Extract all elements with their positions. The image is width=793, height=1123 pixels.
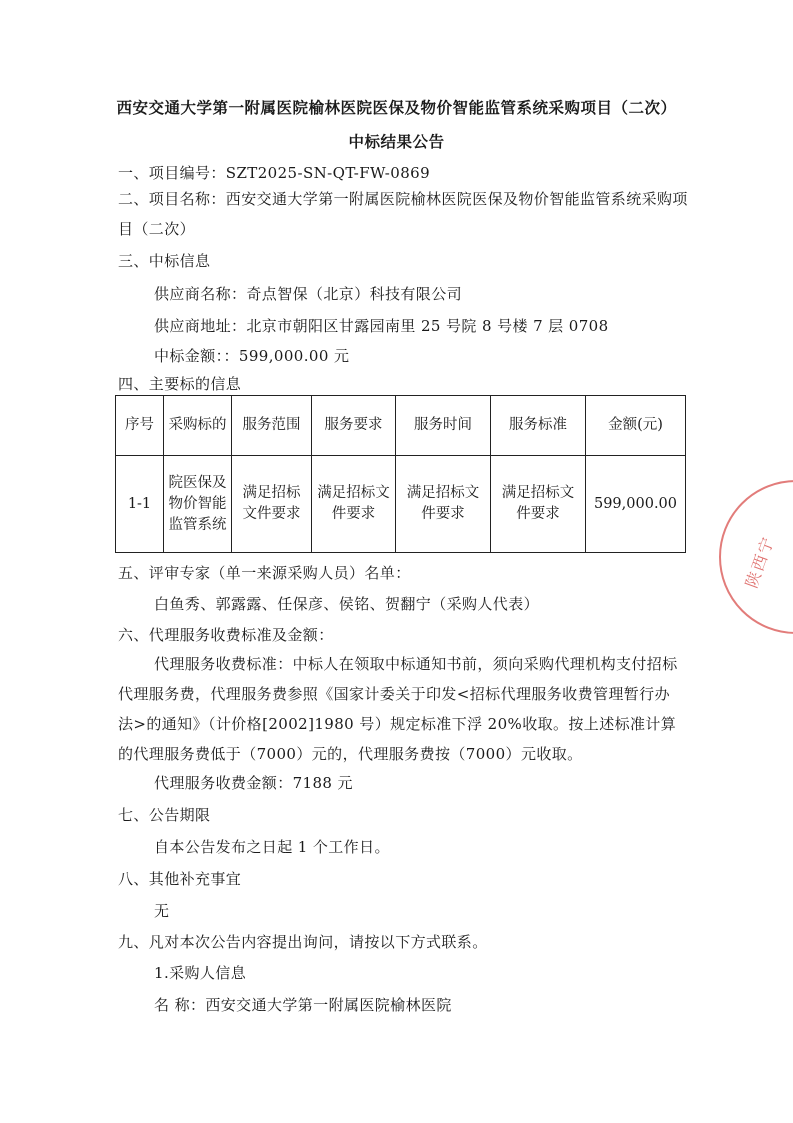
table-cell: 满足招标文件要求	[491, 456, 586, 553]
table-row	[116, 456, 686, 553]
fee-amount: 代理服务收费金额：7188 元	[154, 774, 353, 792]
expert-list: 白鱼秀、郭露露、任保彦、侯铭、贺翻宁（采购人代表）	[154, 595, 540, 613]
supplier-name: 供应商名称：奇点智保（北京）科技有限公司	[154, 285, 463, 303]
supplier-address: 供应商地址：北京市朝阳区甘露园南里 25 号院 8 号楼 7 层 0708	[154, 317, 609, 335]
header-cell: 采购标的	[164, 396, 232, 456]
header-cell: 金额(元)	[586, 396, 686, 456]
section-experts: 五、评审专家（单一来源采购人员）名单：	[118, 564, 411, 582]
table-cell: 满足招标文件要求	[312, 456, 396, 553]
project-name: 二、项目名称：西安交通大学第一附属医院榆林医院医保及物价智能监管系统采购项目（二次）	[118, 190, 688, 238]
period-text: 自本公告发布之日起 1 个工作日。	[154, 838, 390, 856]
project-number: 一、项目编号：SZT2025-SN-QT-FW-0869	[118, 164, 431, 182]
title-line-1: 西安交通大学第一附属医院榆林医院医保及物价智能监管系统采购项目（二次）	[116, 99, 677, 117]
header-cell: 服务时间	[396, 396, 491, 456]
header-cell: 服务要求	[312, 396, 396, 456]
seal-text: 陕西宁	[741, 533, 779, 591]
other-text: 无	[154, 902, 170, 920]
section-bid-info: 三、中标信息	[118, 252, 211, 270]
table-cell: 满足招标文件要求	[396, 456, 491, 553]
table-cell: 满足招标文件要求	[232, 456, 312, 553]
purchaser-name: 名 称：西安交通大学第一附属医院榆林医院	[154, 996, 452, 1014]
bid-amount: 中标金额：：599,000.00 元	[154, 347, 350, 365]
table-cell: 院医保及物价智能监管系统	[164, 456, 232, 553]
section-period: 七、公告期限	[118, 806, 211, 824]
header-cell: 服务标准	[491, 396, 586, 456]
table-cell: 1-1	[116, 456, 164, 553]
header-cell: 序号	[116, 396, 164, 456]
section-contact: 九、凡对本次公告内容提出询问，请按以下方式联系。	[118, 933, 488, 951]
purchaser-heading: 1.采购人信息	[154, 964, 247, 982]
table-cell: 599,000.00	[586, 456, 686, 553]
section-other: 八、其他补充事宜	[118, 870, 242, 888]
title-line-2: 中标结果公告	[348, 133, 445, 151]
section-agency-fee: 六、代理服务收费标准及金额：	[118, 626, 334, 644]
subject-table	[115, 395, 686, 553]
section-main-subject: 四、主要标的信息	[118, 375, 242, 393]
header-cell: 服务范围	[232, 396, 312, 456]
fee-standard: 代理服务收费标准：中标人在领取中标通知书前，须向采购代理机构支付招标代理服务费，代理服务费参照《国家计委关于印发<招标代理服务收费管理暂行办法>的通知》（计价格[2002]1980 号）规定标准下浮 20%收取。按上述标准计算的代理服务费低于（7000）元的，代理服务费按（7000）元收取。	[118, 655, 678, 763]
table-header-row	[116, 396, 686, 456]
